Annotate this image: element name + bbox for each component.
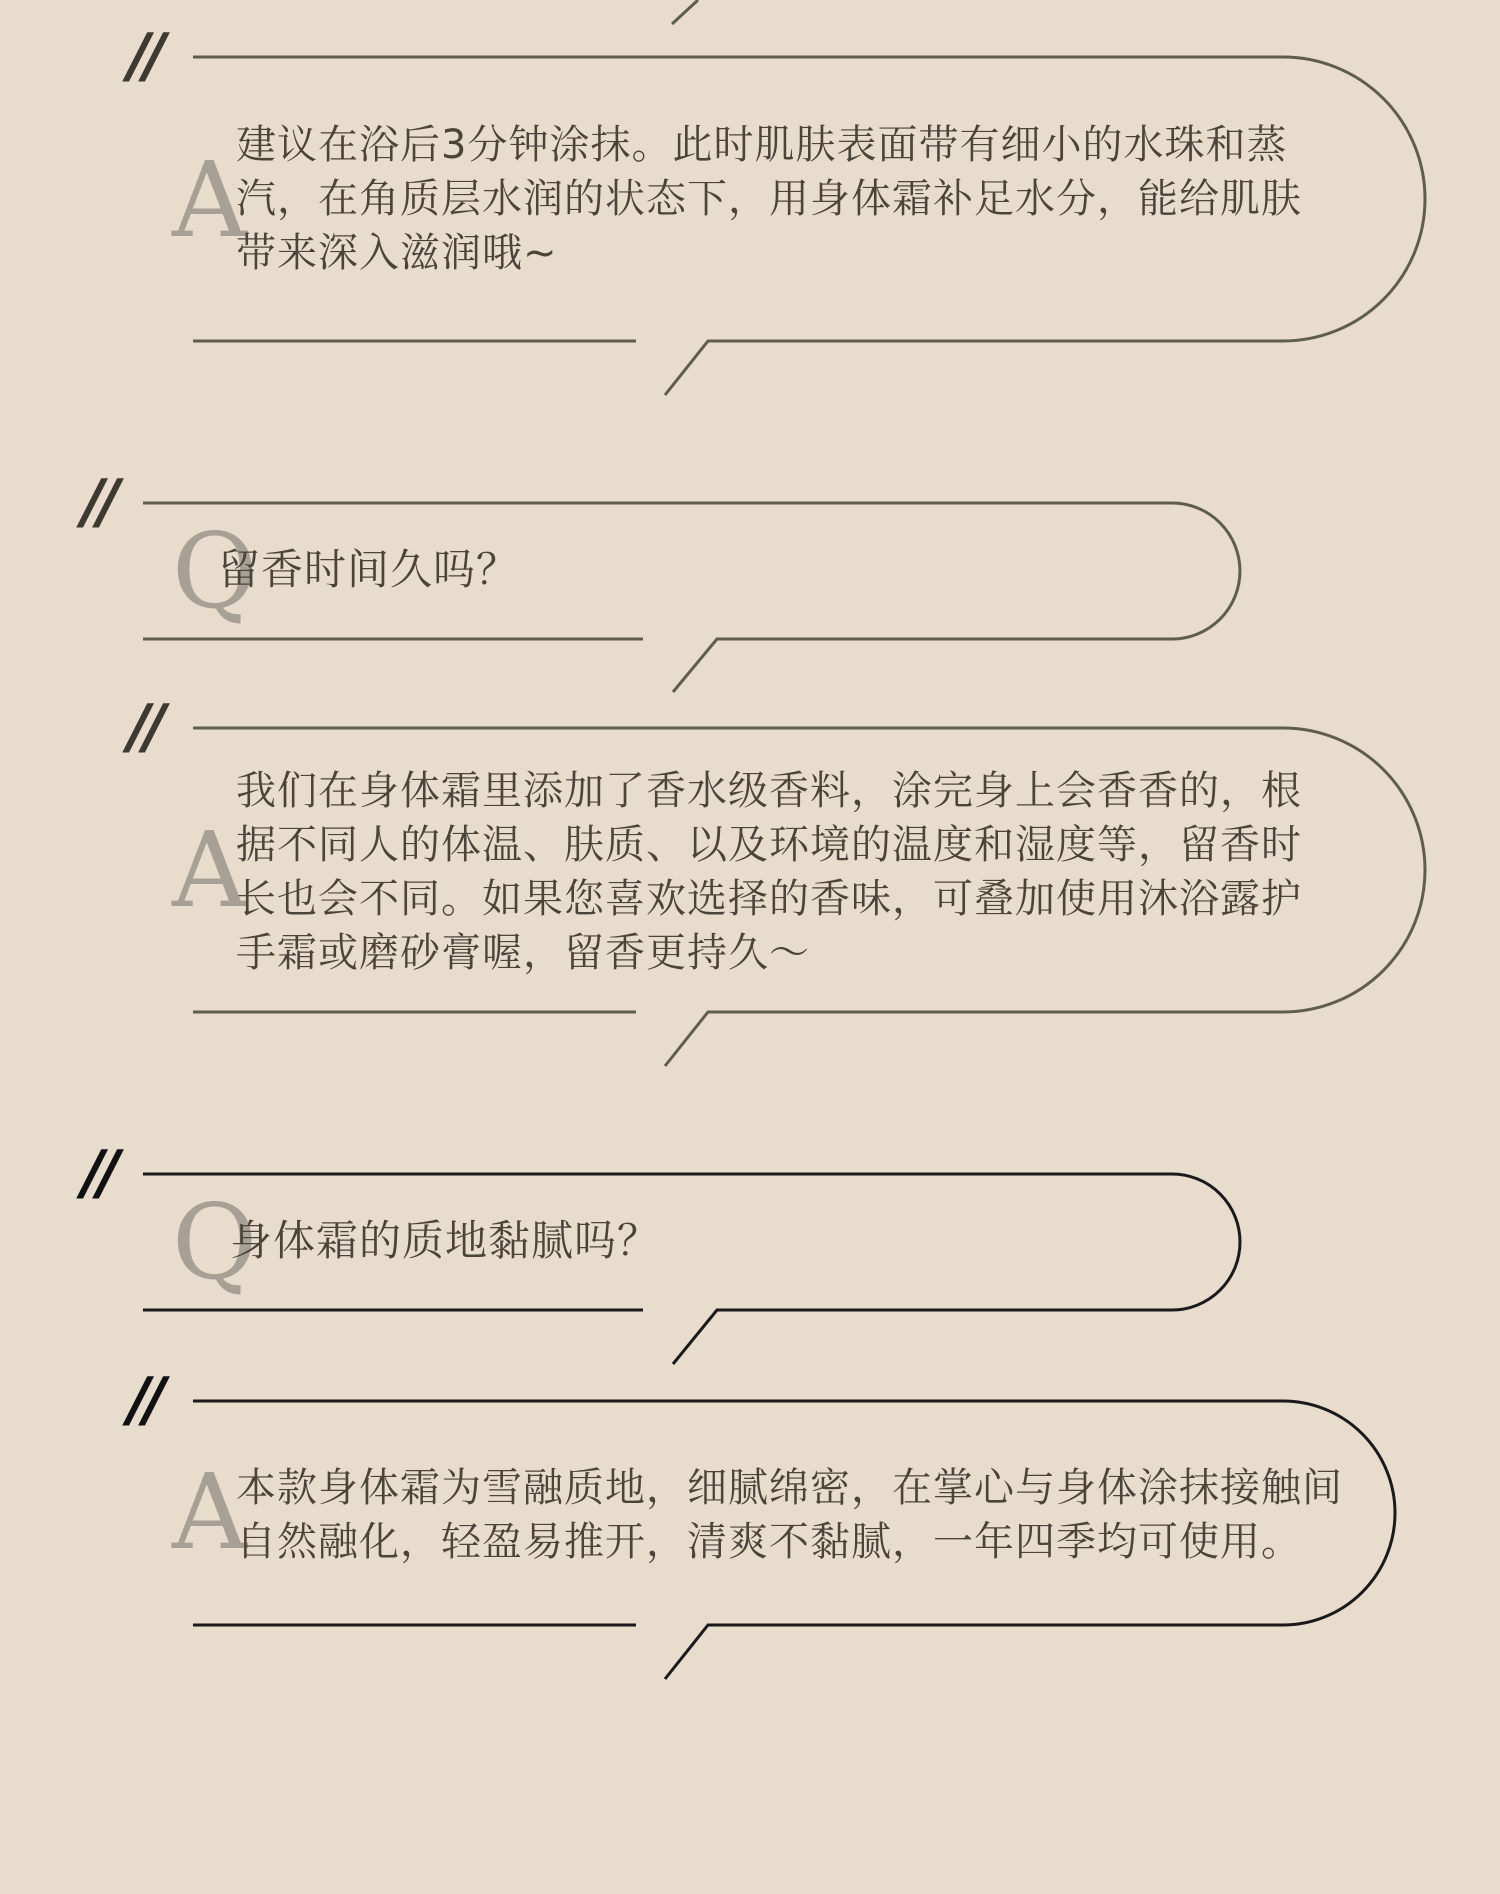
slash-marks-icon: // — [82, 467, 114, 537]
answer-letter-icon: A — [172, 809, 248, 931]
answer-text: 本款身体霜为雪融质地，细腻绵密，在掌心与身体涂抹接触间 自然融化，轻盈易推开，清爽不黏腻，一年四季均可使用。 — [236, 1465, 1343, 1565]
answer-letter-icon: A — [172, 139, 248, 261]
slash-marks-icon: // — [128, 692, 160, 762]
answer-letter-icon: A — [172, 1451, 248, 1573]
question-text: 留香时间久吗？ — [218, 545, 520, 594]
question-letter-icon: Q — [172, 510, 258, 632]
answer-text: 建议在浴后3分钟涂抹。此时肌肤表面带有细小的水珠和蒸 汽，在角质层水润的状态下，用身体霜补足水分，能给肌肤 带来深入滋润哦~ — [236, 122, 1302, 276]
question-letter-icon: Q — [172, 1181, 258, 1303]
question-bubble-outline-1 — [143, 503, 1240, 692]
slash-marks-icon: // — [128, 1365, 160, 1435]
bubble-tail-previous — [672, 0, 698, 24]
question-text: 身体霜的质地黏腻吗？ — [230, 1216, 661, 1265]
slash-marks-icon: // — [128, 21, 160, 91]
question-bubble-outline-2 — [143, 1174, 1240, 1364]
slash-marks-icon: // — [82, 1138, 114, 1208]
answer-text: 我们在身体霜里添加了香水级香料，涂完身上会香香的，根 据不同人的体温、肤质、以及环境的温度和湿度等，留香时 长也会不同。如果您喜欢选择的香味，可叠加使用沐浴露护 手霜或磨砂膏喔，留香更持久～ — [236, 768, 1302, 976]
